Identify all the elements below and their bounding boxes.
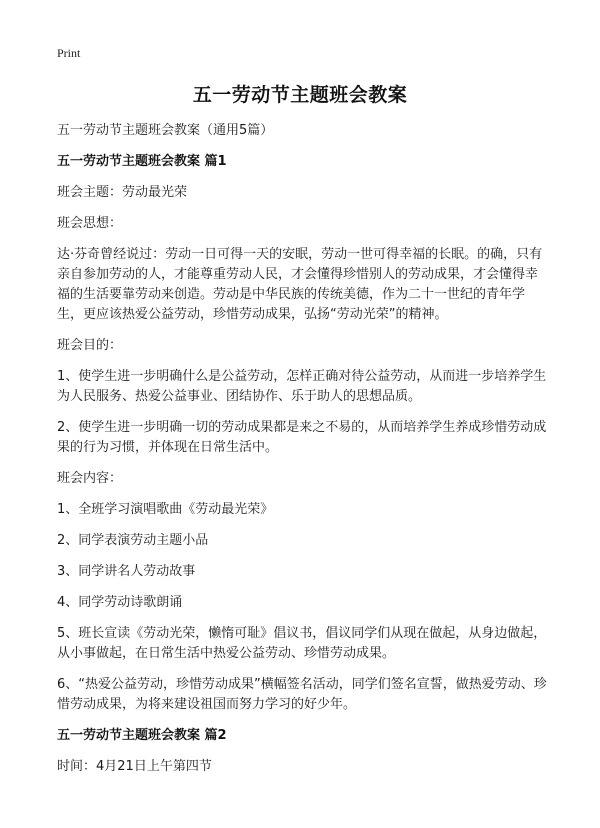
goal-item: 2、使学生进一步明确一切的劳动成果都是来之不易的，从而培养学生养成珍惜劳动成果的行为习惯，并体现在日常生活中。 [57,420,547,455]
meeting-time: 时间：4月21日上午第四节 [57,759,212,774]
content-item: 5、班长宣读《劳动光荣，懒惰可耻》倡议书，倡议同学们从现在做起，从身边做起，从小事做起，在日常生活中热爱公益劳动、珍惜劳动成果。 [57,626,547,661]
subtitle: 五一劳动节主题班会教案（通用5篇） [57,123,274,138]
meeting-content-label: 班会内容： [57,471,123,486]
goal-item: 1、使学生进一步明确什么是公益劳动，怎样正确对待公益劳动，从而进一步培养学生为人民服务、热爱公益事业、团结协作、乐于助人的思想品质。 [57,369,547,404]
meeting-goal-label: 班会目的： [57,338,123,353]
meeting-thought-label: 班会思想： [57,216,123,231]
content-item: 3、同学讲名人劳动故事 [57,564,196,579]
content-item: 2、同学表演劳动主题小品 [57,533,209,548]
section-1-heading: 五一劳动节主题班会教案 篇1 [57,154,227,169]
section-2-heading: 五一劳动节主题班会教案 篇2 [57,728,227,743]
content-item: 4、同学劳动诗歌朗诵 [57,595,183,610]
meeting-thought-text: 达·芬奇曾经说过：劳动一日可得一天的安眠，劳动一世可得幸福的长眠。的确，只有亲自参加劳动的人，才能尊重劳动人民，才会懂得珍惜别人的劳动成果，才会懂得幸福的生活要靠劳动来创造。劳动是中华民族的传统美德，作为二十一世纪的青年学生，更应该热爱公益劳动，珍惜劳动成果，弘扬“劳动光荣”的精神。 [57,247,543,322]
page-title: 五一劳动节主题班会教案 [192,84,408,106]
content-item: 6、“热爱公益劳动，珍惜劳动成果”横幅签名活动，同学们签名宣誓，做热爱劳动、珍惜劳动成果，为将来建设祖国而努力学习的好少年。 [57,677,547,712]
print-link[interactable]: Print [57,46,81,60]
meeting-theme: 班会主题：劳动最光荣 [57,185,188,200]
content-item: 1、全班学习演唱歌曲《劳动最光荣》 [57,502,274,517]
document-body [57,121,547,788]
